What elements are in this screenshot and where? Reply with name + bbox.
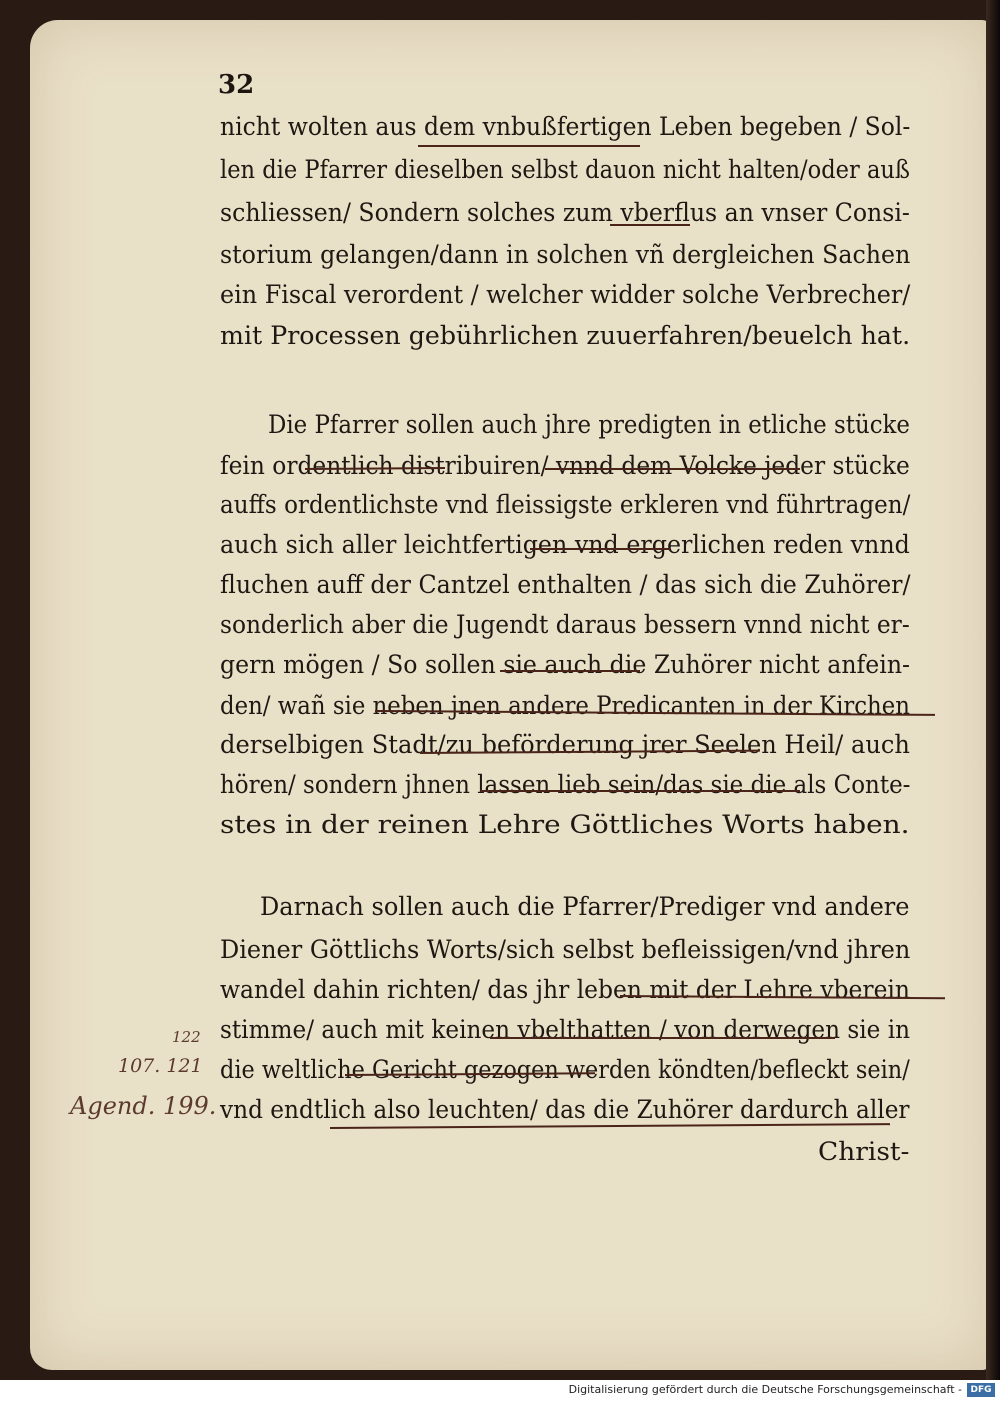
page-number: 32 xyxy=(218,70,255,100)
text-line: Darnach sollen auch die Pfarrer/Prediger vnd andere xyxy=(260,892,910,921)
text-line: wandel dahin richten/ das jhr leben mit der Lehre vberein xyxy=(220,975,910,1004)
pen-underline xyxy=(610,224,690,226)
book-gutter xyxy=(986,0,1000,1380)
text-line: stes in der reinen Lehre Göttliches Worts haben. xyxy=(220,810,910,839)
text-line: vnd endtlich also leuchten/ das die Zuhörer dardurch aller xyxy=(220,1095,910,1124)
dfg-logo: DFG xyxy=(967,1383,995,1397)
footer-text: Digitalisierung gefördert durch die Deutsche Forschungsgemeinschaft - xyxy=(568,1383,962,1396)
margin-note-2: 107. 121 xyxy=(118,1055,203,1077)
pen-underline xyxy=(500,670,640,672)
text-line: Die Pfarrer sollen auch jhre predigten in etliche stücke xyxy=(268,410,910,439)
text-line: nicht wolten aus dem vnbußfertigen Leben begeben / Sol- xyxy=(220,112,911,141)
text-line: storium gelangen/dann in solchen vñ dergleichen Sachen xyxy=(220,240,911,269)
text-line: derselbigen Stadt/zu beförderung jrer Seelen Heil/ auch xyxy=(220,730,910,759)
pen-underline xyxy=(545,468,800,470)
text-line: auch sich aller leichtfertigen vnd ergerlichen reden vnnd xyxy=(220,530,910,559)
footer-bar xyxy=(0,1380,1000,1401)
text-line: ein Fiscal verordent / welcher widder solche Verbrecher/ xyxy=(220,280,911,309)
text-line: gern mögen / So sollen sie auch die Zuhörer nicht anfein- xyxy=(220,650,911,679)
text-line: schliessen/ Sondern solches zum vberflus an vnser Consi- xyxy=(220,198,910,227)
text-line: den/ wañ sie neben jnen andere Predicanten in der Kirchen xyxy=(220,691,910,720)
text-line: len die Pfarrer dieselben selbst dauon nicht halten/oder auß xyxy=(220,155,910,184)
pen-underline xyxy=(480,790,800,792)
pen-underline xyxy=(490,1037,835,1039)
text-line: Christ- xyxy=(818,1137,910,1166)
margin-note-3: Agend. 199. xyxy=(70,1092,217,1120)
text-line: fein ordentlich distribuiren/ vnnd dem Volcke jeder stücke xyxy=(220,451,910,480)
text-line: mit Processen gebührlichen zuuerfahren/beuelch hat. xyxy=(220,321,911,350)
text-line: fluchen auff der Cantzel enthalten / das sich die Zuhörer/ xyxy=(220,570,911,599)
text-line: hören/ sondern jhnen lassen lieb sein/das sie die als Conte- xyxy=(220,770,911,799)
text-line: Diener Göttlichs Worts/sich selbst befleissigen/vnd jhren xyxy=(220,935,911,964)
pen-underline xyxy=(530,548,670,550)
text-line: stimme/ auch mit keinen vbelthatten / von derwegen sie in xyxy=(220,1015,911,1044)
text-line: sonderlich aber die Jugendt daraus bessern vnnd nicht er- xyxy=(220,610,910,639)
text-line: auffs ordentlichste vnd fleissigste erkleren vnd führtragen/ xyxy=(220,490,911,519)
margin-note-1: 122 xyxy=(172,1028,201,1046)
text-line: die weltliche Gericht gezogen werden köndten/befleckt sein/ xyxy=(220,1055,910,1084)
pen-underline xyxy=(418,145,640,147)
